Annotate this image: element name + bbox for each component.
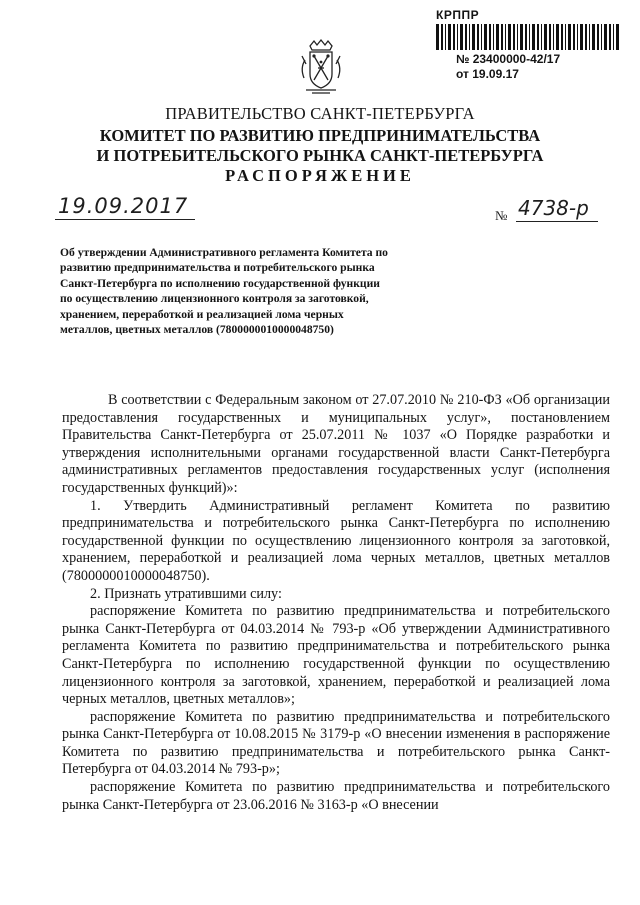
coat-of-arms-icon (296, 38, 346, 96)
committee-title (0, 126, 640, 166)
document-body (62, 392, 610, 814)
date-underline (55, 219, 195, 220)
registration-stamp (430, 8, 635, 81)
document-type: РАСПОРЯЖЕНИЕ (225, 166, 415, 185)
registration-number: № 23400000-42/17 (456, 52, 561, 66)
intro-paragraph: В соответствии с Федеральным законом от 27.07.2010 № 210-ФЗ «Об организации предоставления государственных и муниципальных услуг», постановлением Правительства Санкт-Петербурга от 25.07.2011 № 1037 «О Порядке разработки и утверждения исполнительными органами государственной власти Санкт-Петербурга административных регламентов предоставления государственных услуг (исполнения государственных функций)»: (62, 392, 610, 496)
committee-title-line-1: КОМИТЕТ ПО РАЗВИТИЮ ПРЕДПРИНИМАТЕЛЬСТВА (99, 126, 541, 145)
registration-date: от 19.09.17 (456, 67, 519, 81)
handwritten-date: 19.09.2017 (58, 194, 189, 218)
barcode-icon (436, 24, 622, 50)
committee-title-line-2: И ПОТРЕБИТЕЛЬСКОГО РЫНКА САНКТ-ПЕТЕРБУРГА (96, 146, 544, 165)
item-1: 1. Утвердить Административный регламент Комитета по развитию предпринимательства и потребительского рынка Санкт-Петербурга по исполнению государственной функции по осуществлению лицензионного контроля за заготовкой, хранением, переработкой и реализацией лома черных металлов, цветных металлов (7800000010000048750). (62, 497, 610, 584)
repeal-item-2: распоряжение Комитета по развитию предпринимательства и потребительского рынка Санкт-Петербурга от 10.08.2015 № 3179-р «О внесении изменения в распоряжение Комитета по развитию предпринимательства и потребительского рынка Санкт-Петербурга от 04.03.2014 № 793-р»; (62, 708, 610, 778)
item-2: 2. Признать утратившими силу: (90, 585, 282, 602)
number-underline (516, 221, 598, 222)
registration-code: КРППР (436, 8, 480, 22)
repeal-item-1: распоряжение Комитета по развитию предпринимательства и потребительского рынка Санкт-Петербурга от 04.03.2014 № 793-р «Об утверждении Административного регламента Комитета по развитию предпринимательства и потребительского рынка Санкт-Петербурга по исполнению государственной функции по осуществлению лицензионного контроля за заготовкой, хранением, переработкой и реализацией лома черных металлов, цветных металлов»; (62, 603, 610, 708)
government-title: ПРАВИТЕЛЬСТВО САНКТ-ПЕТЕРБУРГА (165, 104, 475, 123)
document-subject: Об утверждении Административного регламента Комитета по развитию предпринимательства и потребительского рынка Санкт-Петербурга по исполнению государственной функции по осуществлению лицензионного контроля за заготовкой, хранением, переработкой и реализацией лома черных металлов, цветных металлов (7800000010000048750) (60, 246, 388, 337)
repeal-item-3: распоряжение Комитета по развитию предпринимательства и потребительского рынка Санкт-Петербурга от 23.06.2016 № 3163-р «О внесении (62, 779, 610, 813)
number-label: № (495, 208, 508, 223)
handwritten-number: 4738-р (518, 196, 589, 220)
